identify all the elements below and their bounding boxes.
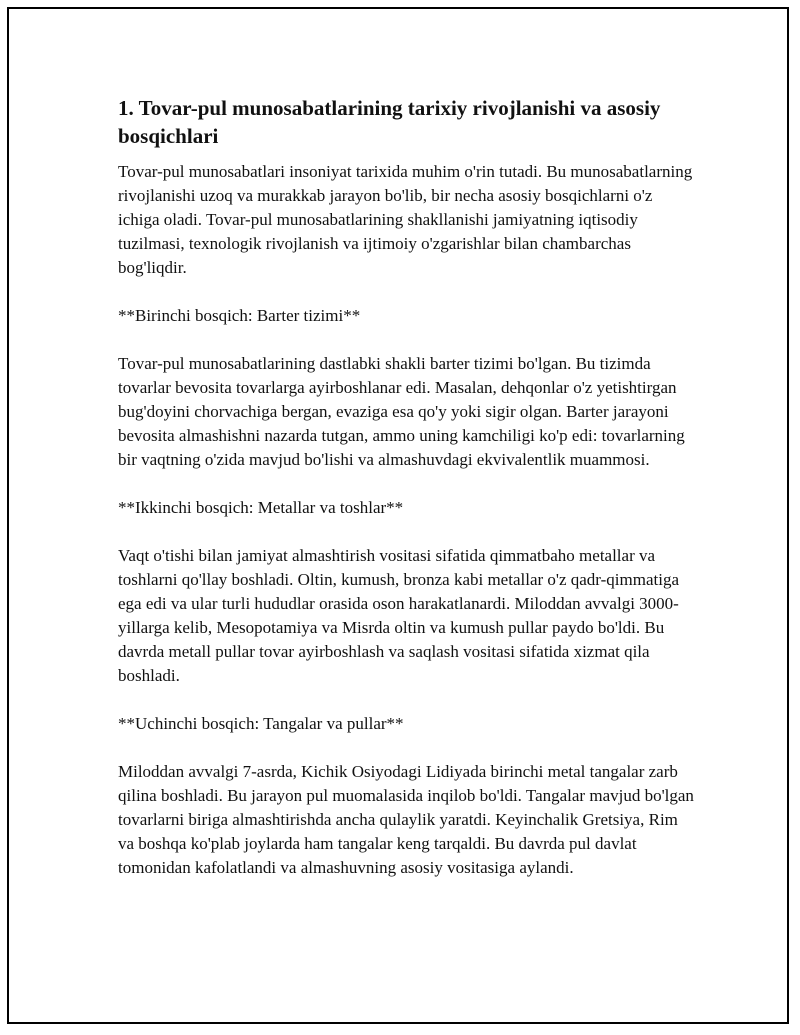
stage-1-paragraph: Tovar-pul munosabatlarining dastlabki shakli barter tizimi bo'lgan. Bu tizimda tovarlar bevosita tovarlarga ayirboshlanar edi. Masalan, dehqonlar o'z yetishtirgan bug'doyini chorvachiga bergan, evaziga esa qo'y yoki sigir olgan. Barter jarayoni bevosita almashishni nazarda tutgan, ammo uning kamchiligi ko'p edi: tovarlarning bir vaqtning o'zida mavjud bo'lishi va almashuvdagi ekvivalentlik muammosi.: [118, 354, 685, 469]
document-body: [118, 94, 698, 904]
page-title: 1. Tovar-pul munosabatlarining tarixiy rivojlanishi va asosiy bosqichlari: [118, 96, 661, 148]
stage-3-heading: **Uchinchi bosqich: Tangalar va pullar**: [118, 714, 404, 733]
intro-paragraph: Tovar-pul munosabatlari insoniyat tarixida muhim o'rin tutadi. Bu munosabatlarning rivojlanishi uzoq va murakkab jarayon bo'lib, bir necha asosiy bosqichlarni o'z ichiga oladi. Tovar-pul munosabatlarining shakllanishi jamiyatning iqtisodiy tuzilmasi, texnologik rivojlanish va ijtimoiy o'zgarishlar bilan chambarchas bog'liqdir.: [118, 162, 693, 277]
stage-2-paragraph: Vaqt o'tishi bilan jamiyat almashtirish vositasi sifatida qimmatbaho metallar va toshlarni qo'llay boshladi. Oltin, kumush, bronza kabi metallar o'z qadr-qimmatiga ega edi va ular turli hududlar orasida oson harakatlanardi. Miloddan avvalgi 3000-yillarga kelib, Mesopotamiya va Misrda oltin va kumush pullar paydo bo'ldi. Bu davrda metall pullar tovar ayirboshlash va saqlash vositasi sifatida xizmat qila boshladi.: [118, 546, 679, 685]
stage-3-paragraph: Miloddan avvalgi 7-asrda, Kichik Osiyodagi Lidiyada birinchi metal tangalar zarb qilina boshladi. Bu jarayon pul muomalasida inqilob bo'ldi. Tangalar mavjud bo'lgan tovarlarni biriga almashtirishda ancha qulaylik yaratdi. Keyinchalik Gretsiya, Rim va boshqa ko'plab joylarda ham tangalar keng tarqaldi. Bu davrda pul davlat tomonidan kafolatlandi va almashuvning asosiy vositasiga aylandi.: [118, 762, 694, 877]
stage-2-heading: **Ikkinchi bosqich: Metallar va toshlar**: [118, 498, 404, 517]
stage-1-heading: **Birinchi bosqich: Barter tizimi**: [118, 306, 361, 325]
